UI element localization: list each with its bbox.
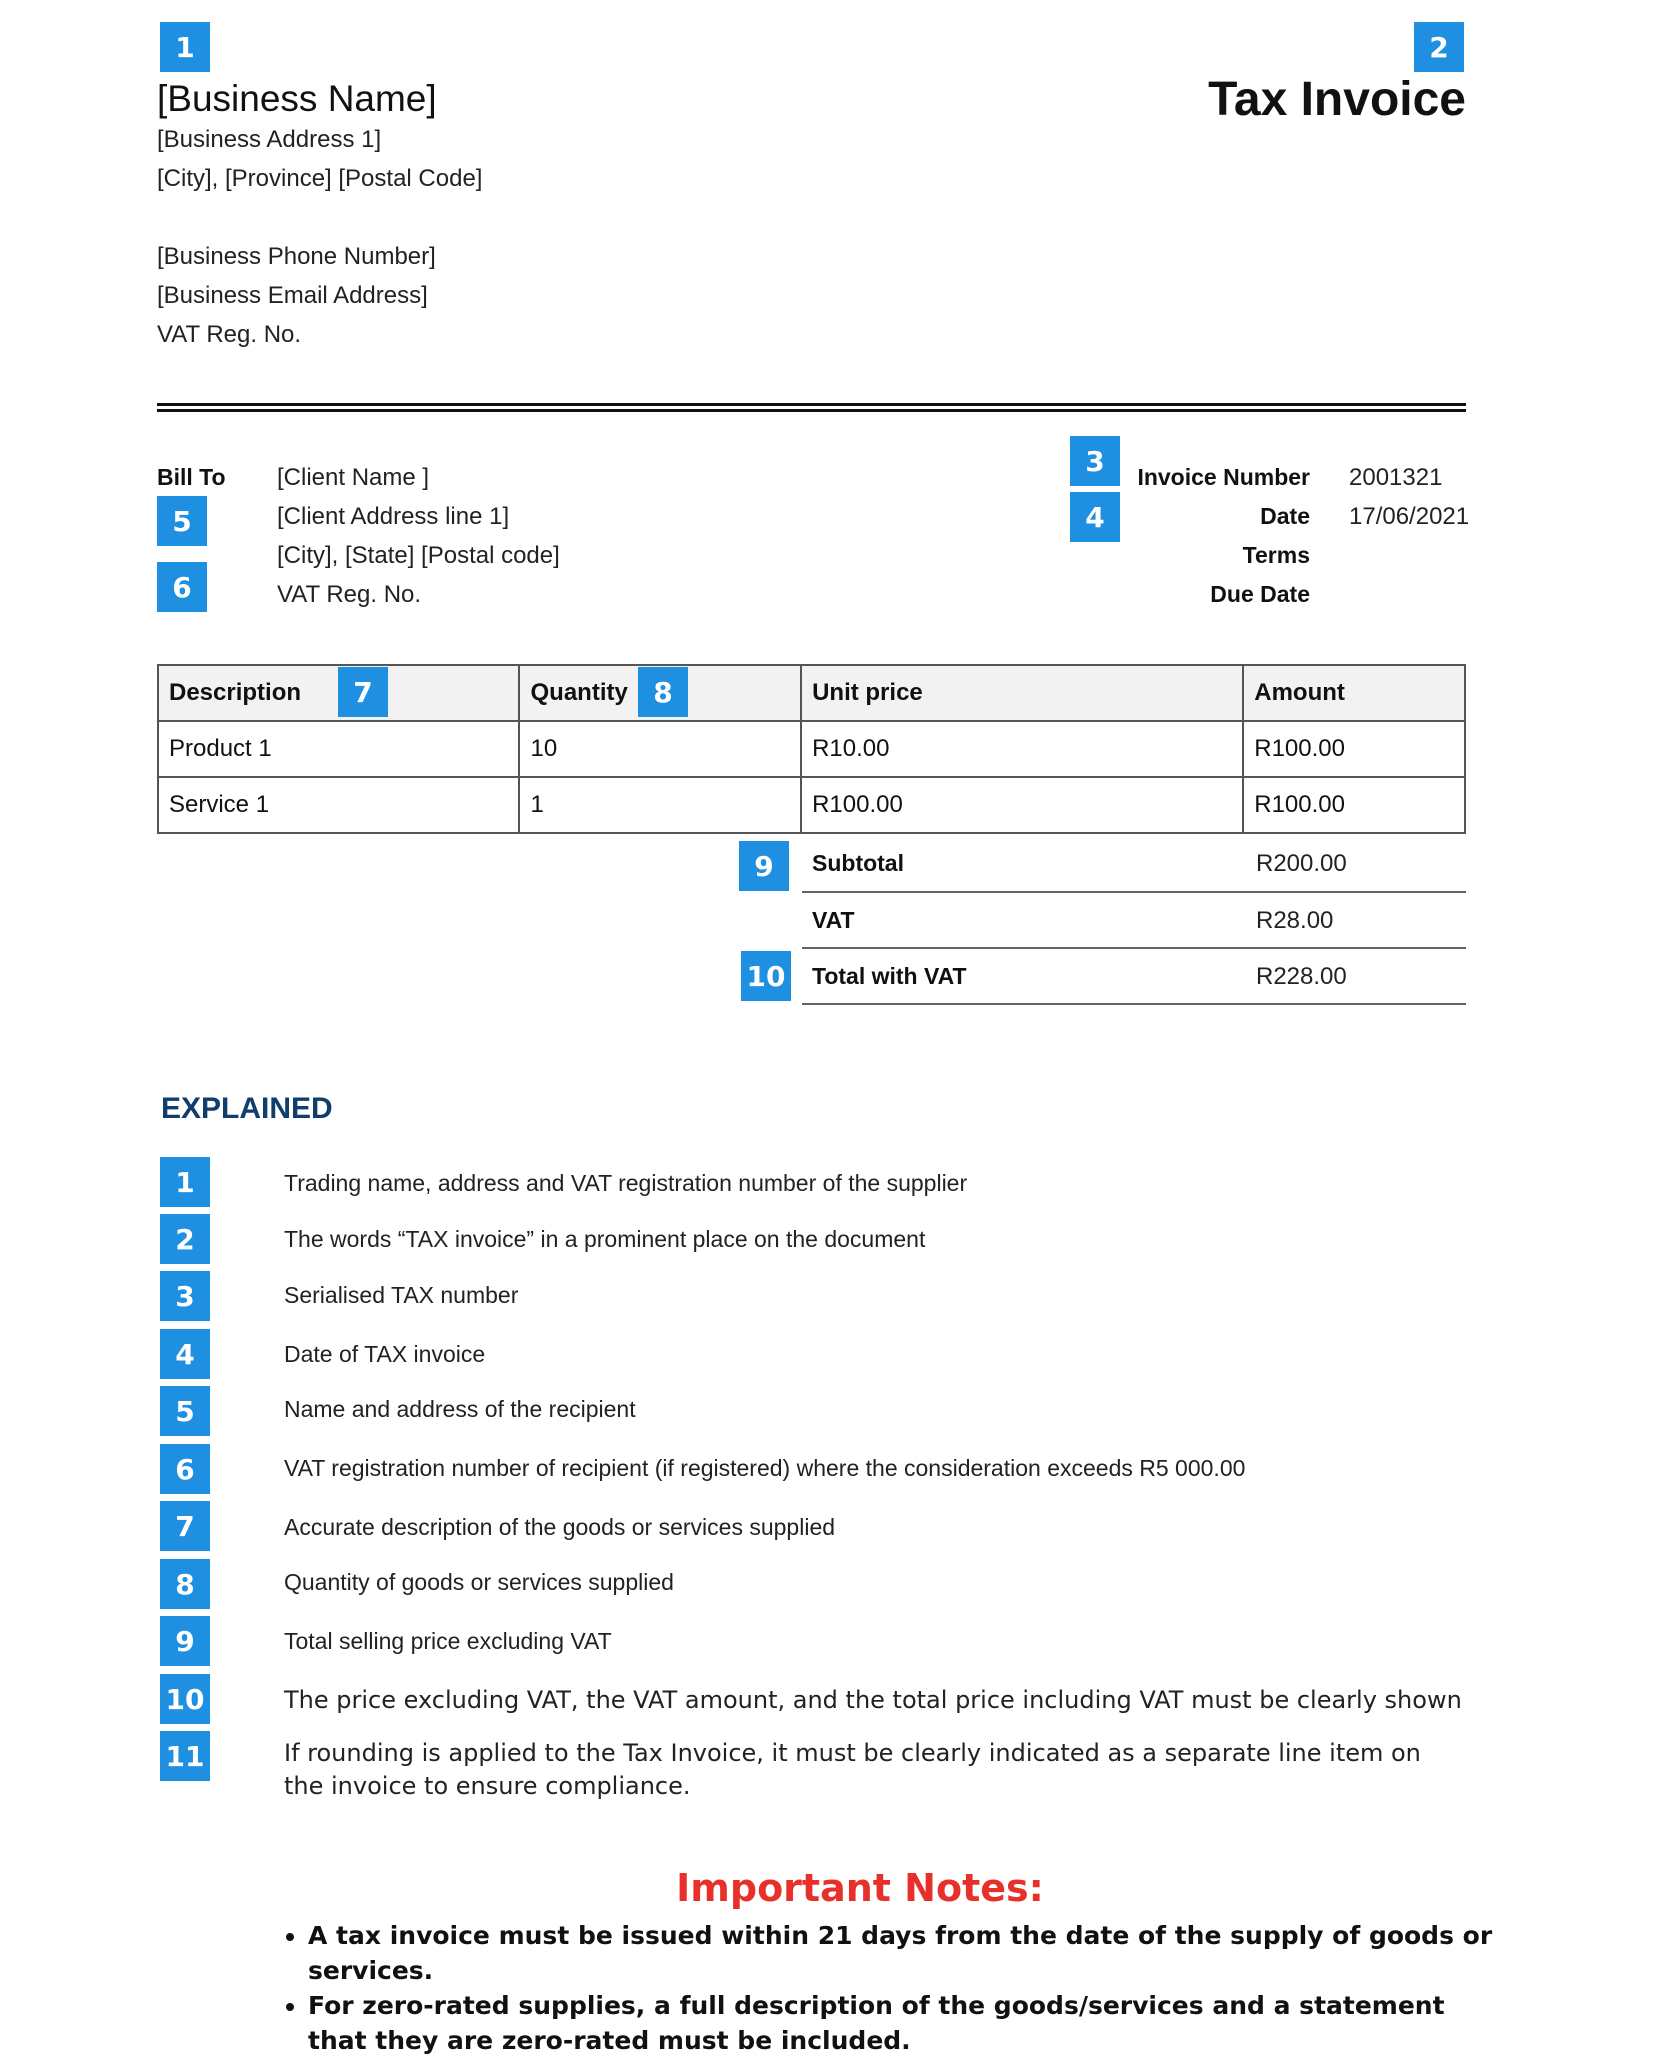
business-vat-reg: VAT Reg. No. <box>157 321 302 348</box>
badge-4: 4 <box>160 1329 210 1379</box>
badge-1: 1 <box>160 22 210 72</box>
badge-10: 10 <box>741 951 791 1001</box>
client-address: [Client Address line 1] <box>277 503 510 530</box>
important-notes-title: Important Notes: <box>676 1866 1044 1910</box>
table-row <box>158 721 1465 777</box>
badge-8: 8 <box>160 1559 210 1609</box>
important-notes-list <box>284 1918 1508 2058</box>
cell-description: Product 1 <box>158 721 519 777</box>
explained-item-11: If rounding is applied to the Tax Invoice, it must be clearly indicated as a separate line item on the invoice to ensure compliance. <box>284 1739 1421 1800</box>
vat-label: VAT <box>812 907 855 933</box>
badge-11: 11 <box>160 1731 210 1781</box>
cell-quantity: 10 <box>519 721 801 777</box>
cell-amount: R100.00 <box>1243 721 1465 777</box>
explained-item-4: Date of TAX invoice <box>284 1341 486 1367</box>
badge-8: 8 <box>638 667 688 717</box>
header-amount: Amount <box>1243 665 1465 721</box>
business-name: [Business Name] <box>157 78 437 119</box>
badge-9: 9 <box>160 1616 210 1666</box>
explained-title: EXPLAINED <box>161 1092 333 1125</box>
explained-item-7: Accurate description of the goods or services supplied <box>284 1514 836 1540</box>
client-name: [Client Name ] <box>277 464 430 491</box>
date-value: 17/06/2021 <box>1349 503 1470 530</box>
due-date-label: Due Date <box>1210 581 1310 607</box>
badge-5: 5 <box>157 496 207 546</box>
vat-value: R28.00 <box>1256 907 1334 934</box>
note-item: • For zero-rated supplies, a full description of the goods/services and a statement that they are zero-rated must be included. <box>308 1988 1508 2058</box>
client-vat-reg: VAT Reg. No. <box>277 581 422 608</box>
invoice-number-label: Invoice Number <box>1137 464 1310 490</box>
badge-5: 5 <box>160 1386 210 1436</box>
business-city-line: [City], [Province] [Postal Code] <box>157 165 483 192</box>
terms-label: Terms <box>1242 542 1310 568</box>
badge-2: 2 <box>160 1214 210 1264</box>
invoice-number-value: 2001321 <box>1349 464 1443 491</box>
badge-10: 10 <box>160 1674 210 1724</box>
cell-description: Service 1 <box>158 777 519 833</box>
double-rule-top <box>157 403 1466 406</box>
badge-7: 7 <box>338 667 388 717</box>
client-city-line: [City], [State] [Postal code] <box>277 542 560 569</box>
header-unit-price: Unit price <box>801 665 1243 721</box>
badge-3: 3 <box>1070 436 1120 486</box>
double-rule-bottom <box>157 409 1466 412</box>
cell-unit-price: R100.00 <box>801 777 1243 833</box>
total-value: R228.00 <box>1256 963 1347 990</box>
explained-item-6: VAT registration number of recipient (if registered) where the consideration exceeds R5 000.00 <box>284 1455 1246 1481</box>
total-label: Total with VAT <box>812 963 967 989</box>
vat-rule <box>802 947 1466 949</box>
total-rule <box>802 1003 1466 1005</box>
explained-item-9: Total selling price excluding VAT <box>284 1628 612 1654</box>
badge-1: 1 <box>160 1157 210 1207</box>
badge-9: 9 <box>739 841 789 891</box>
explained-item-1: Trading name, address and VAT registration number of the supplier <box>284 1170 968 1196</box>
cell-amount: R100.00 <box>1243 777 1465 833</box>
badge-7: 7 <box>160 1501 210 1551</box>
explained-item-2: The words “TAX invoice” in a prominent place on the document <box>284 1226 926 1252</box>
date-label: Date <box>1260 503 1310 529</box>
cell-unit-price: R10.00 <box>801 721 1243 777</box>
badge-2: 2 <box>1414 22 1464 72</box>
header-description: Description <box>158 665 519 721</box>
invoice-title: Tax Invoice <box>1208 73 1466 126</box>
explained-item-8: Quantity of goods or services supplied <box>284 1569 674 1595</box>
table-row <box>158 777 1465 833</box>
header-quantity: Quantity <box>519 665 801 721</box>
subtotal-rule <box>802 891 1466 893</box>
badge-6: 6 <box>157 562 207 612</box>
cell-quantity: 1 <box>519 777 801 833</box>
badge-4: 4 <box>1070 492 1120 542</box>
bill-to-label: Bill To <box>157 464 226 490</box>
business-email: [Business Email Address] <box>157 282 428 309</box>
subtotal-label: Subtotal <box>812 850 904 876</box>
badge-6: 6 <box>160 1444 210 1494</box>
note-item: • A tax invoice must be issued within 21 days from the date of the supply of goods or services. <box>308 1918 1508 1988</box>
business-address-1: [Business Address 1] <box>157 126 382 153</box>
business-phone: [Business Phone Number] <box>157 243 436 270</box>
explained-item-3: Serialised TAX number <box>284 1282 519 1308</box>
explained-item-5: Name and address of the recipient <box>284 1396 636 1422</box>
subtotal-value: R200.00 <box>1256 850 1347 877</box>
explained-item-10: The price excluding VAT, the VAT amount, and the total price including VAT must be clearly shown <box>284 1686 1462 1714</box>
badge-3: 3 <box>160 1271 210 1321</box>
